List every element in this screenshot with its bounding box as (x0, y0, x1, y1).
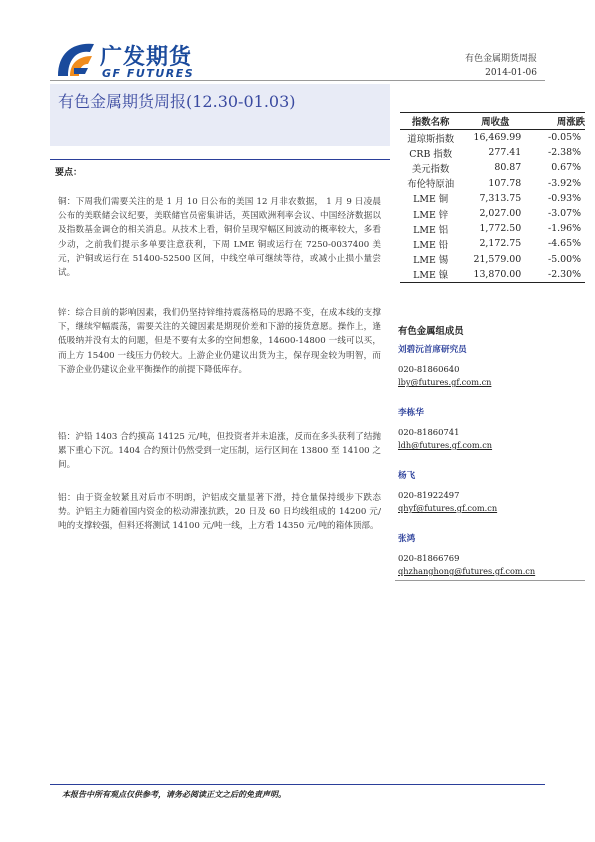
column-header: 指数名称 (400, 113, 461, 130)
index-name: 布伦特原油 (407, 179, 455, 191)
weekly-change: -1.96% (548, 223, 581, 235)
disclaimer-text: 本报告中所有观点仅供参考，请务必阅读正文之后的免责声明。 (62, 789, 286, 799)
weekly-close: 21,579.00 (473, 253, 522, 265)
index-name: LME 铝 (413, 224, 449, 236)
header-meta (465, 52, 537, 80)
member-name: 李栋华 (398, 408, 424, 418)
team-panel (398, 323, 578, 595)
index-name: 美元指数 (411, 163, 450, 175)
member-email-link[interactable]: qhyf@futures.gf.com.cn (398, 503, 498, 513)
table-row (400, 252, 585, 267)
weekly-change: -5.00% (548, 253, 581, 265)
member-name: 杨飞 (398, 471, 416, 481)
table-row (400, 206, 585, 221)
weekly-change: -0.05% (548, 132, 581, 144)
table-row (400, 160, 585, 175)
table-row (400, 236, 585, 251)
weekly-close: 13,870.00 (461, 267, 529, 283)
title-divider (50, 159, 390, 160)
index-name: LME 锡 (413, 255, 449, 267)
copper-paragraph: 铜：下周我们需要关注的是 1 月 10 日公布的美国 12 月非农数据， 1 月 9 日凌晨公布的美联储会议纪要，美联储官员密集讲话，英国欧洲利率会议、中国经济数据以及指数基金调仓的相关消息。从技术上看，铜价呈现窄幅区间波动的概率较大，多看少动，之前我们提示多单要注意获利，下周 LME 铜或运行在 7250-0037400 美元，沪铜或运行在 51400-52500 区间，中线空单可继续等待，或减小止损小量尝试。 (58, 197, 381, 279)
table-header-row (400, 113, 585, 130)
weekly-close: 1,772.50 (479, 223, 522, 235)
report-type: 有色金属期货周报 (464, 54, 537, 64)
lead-paragraph: 铅：沪铅 1403 合约摸高 14125 元/吨，但投资者并未追涨，反而在多头获利了结抛累下重心下沉。1404 合约预计仍然受到一定压制，运行区间在 13800 至 14100 之间。 (58, 432, 381, 471)
weekly-close: 2,027.00 (479, 208, 522, 220)
index-name: LME 锌 (413, 209, 449, 221)
weekly-close: 80.87 (494, 162, 522, 174)
zinc-paragraph: 锌：综合目前的影响因素，我们仍坚持锌维持震荡格局的思路不变，在成本线的支撑下，继续窄幅震荡，需要关注的关键因素是期现价差和下游的接货意愿。操作上，逢低吸纳并没有太的问题，但是不要有太多的空间想象，14600-14800 一线可以买，而上方 15400 一线压力仍较大。上游企业仍建议出货为主，保存现金较为明智，而下游企业仍建议企业平衡操作的前提下降低库存。 (58, 308, 381, 375)
weekly-close: 107.78 (488, 177, 522, 189)
weekly-close: 2,172.75 (479, 238, 522, 250)
team-title: 有色金属组成员 (398, 326, 464, 337)
member-email-link[interactable]: ldh@futures.gf.com.cn (398, 440, 493, 450)
weekly-close: 277.41 (488, 147, 522, 159)
table-row (400, 267, 585, 283)
weekly-close: 7,313.75 (479, 192, 522, 204)
report-date: 2014-01-06 (485, 68, 537, 78)
weekly-change: -4.65% (548, 238, 581, 250)
index-name: CRB 指数 (409, 148, 453, 160)
weekly-change: -2.30% (529, 267, 585, 283)
header-divider (50, 80, 545, 81)
gf-logo-icon (52, 38, 96, 82)
index-name: LME 铜 (413, 194, 449, 206)
member-email-link[interactable]: qhzhanghong@futures.gf.com.cn (398, 566, 536, 576)
column-header: 周涨跌 (529, 113, 585, 130)
table-row (400, 191, 585, 206)
column-header: 周收盘 (461, 113, 529, 130)
table-row (400, 176, 585, 191)
summary-heading: 要点： (55, 168, 83, 178)
table-row (400, 145, 585, 160)
member-phone: 020-81922497 (398, 490, 460, 500)
title-banner (50, 84, 390, 146)
index-name: LME 铅 (413, 239, 449, 251)
weekly-close: 16,469.99 (473, 132, 522, 144)
weekly-change: -3.07% (548, 208, 581, 220)
member-phone: 020-81860640 (398, 364, 460, 374)
member-phone: 020-81866769 (398, 553, 460, 563)
footer-divider (50, 784, 545, 785)
table-row (400, 130, 585, 146)
team-member (398, 343, 578, 389)
company-logo (52, 38, 202, 90)
member-name: 刘碧沅首席研究员 (398, 345, 467, 355)
member-phone: 020-81860741 (398, 427, 460, 437)
logo-english-name: GF FUTURES (102, 67, 195, 80)
weekly-change: 0.67% (551, 162, 581, 174)
team-member (398, 469, 578, 515)
index-name: 道琼斯指数 (407, 133, 455, 145)
weekly-change: -0.93% (548, 192, 581, 204)
market-index-table (400, 112, 585, 283)
team-member (398, 406, 578, 452)
member-email-link[interactable]: lby@futures.gf.com.cn (398, 377, 492, 387)
member-name: 张鸿 (398, 534, 416, 544)
index-name: LME 镍 (400, 267, 461, 283)
report-title: 有色金属期货周报(12.30-01.03) (58, 92, 296, 111)
team-divider (395, 580, 585, 581)
aluminum-paragraph: 铝：由于资金较紧且对后市不明朗，沪铝成交量显著下滑，持仓量保持缓步下跌态势。沪铝主力随着国内资金的松动滞涨抗跌，20 日及 60 日均线组成的 14200 元/吨的支撑较强，但料还将测试 14100 元/吨一线，上方看 14350 元/吨的箱体顶部。 (58, 493, 381, 532)
weekly-change: -2.38% (548, 147, 581, 159)
logo-chinese-name: 广发期货 (100, 45, 193, 70)
team-member (398, 532, 578, 578)
table-row (400, 221, 585, 236)
weekly-change: -3.92% (548, 177, 581, 189)
